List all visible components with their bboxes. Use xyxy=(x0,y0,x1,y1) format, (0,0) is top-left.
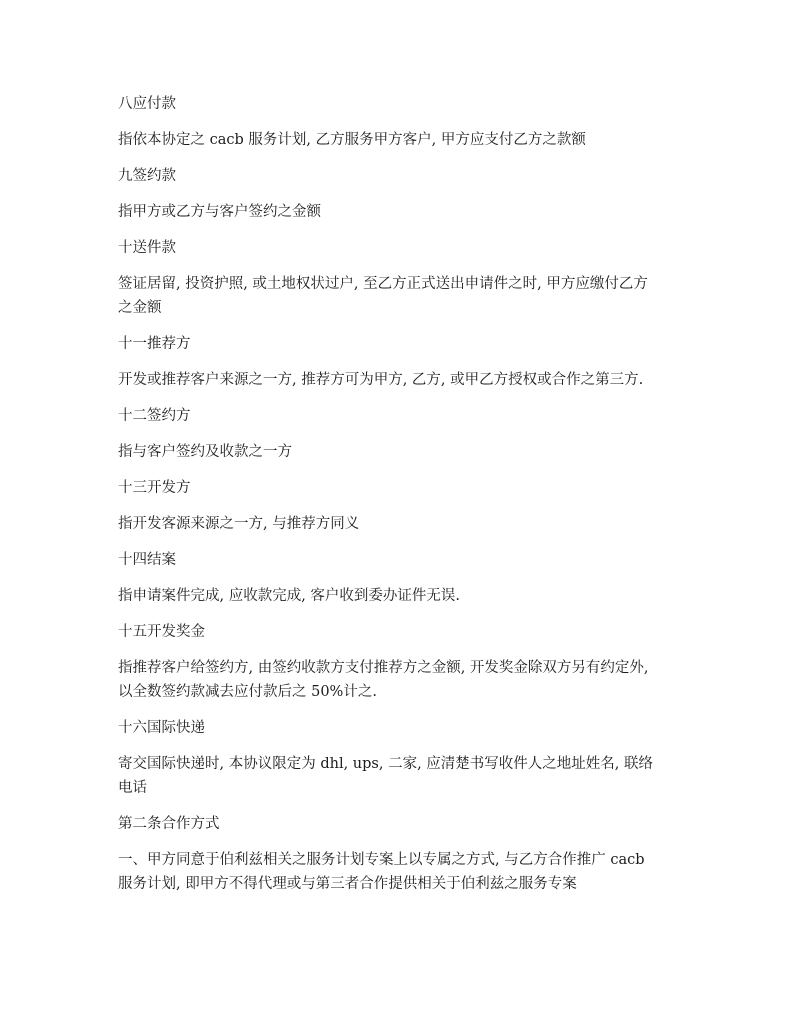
definition-submission-payment: 签证居留, 投资护照, 或土地权状过户, 至乙方正式送出申请件之时, 甲方应缴付乙方 之金额 xyxy=(118,276,648,316)
section-heading-13: 十三开发方 xyxy=(118,480,191,496)
definition-case-closing: 指申请案件完成, 应收款完成, 客户收到委办证件无误. xyxy=(118,588,461,604)
article-2-heading: 第二条合作方式 xyxy=(118,816,220,832)
section-heading-12: 十二签约方 xyxy=(118,408,191,424)
definition-referrer: 开发或推荐客户来源之一方, 推荐方可为甲方, 乙方, 或甲乙方授权或合作之第三方. xyxy=(118,372,644,388)
definition-payable: 指依本协定之 cacb 服务计划, 乙方服务甲方客户, 甲方应支付乙方之款额 xyxy=(118,132,586,148)
cooperation-clause-1: 一、甲方同意于伯利兹相关之服务计划专案上以专属之方式, 与乙方合作推广 cacb 服务计划, 即甲方不得代理或与第三者合作提供相关于伯利兹之服务专案 xyxy=(118,852,645,892)
definition-international-express: 寄交国际快递时, 本协议限定为 dhl, ups, 二家, 应清楚书写收件人之地址姓名, 联络 电话 xyxy=(118,756,654,796)
definition-developer: 指开发客源来源之一方, 与推荐方同义 xyxy=(118,516,360,532)
definition-signing-payment: 指甲方或乙方与客户签约之金额 xyxy=(118,204,321,220)
section-heading-11: 十一推荐方 xyxy=(118,336,191,352)
definition-signing-party: 指与客户签约及收款之一方 xyxy=(118,444,292,460)
section-heading-10: 十送件款 xyxy=(118,240,176,256)
definition-development-bonus: 指推荐客户给签约方, 由签约收款方支付推荐方之金额, 开发奖金除双方另有约定外, 以全数签约款减去应付款后之 50%计之. xyxy=(118,660,649,700)
section-heading-14: 十四结案 xyxy=(118,552,176,568)
section-heading-15: 十五开发奖金 xyxy=(118,624,205,640)
document-page xyxy=(118,92,688,908)
section-heading-9: 九签约款 xyxy=(118,168,176,184)
section-heading-8: 八应付款 xyxy=(118,96,176,112)
section-heading-16: 十六国际快递 xyxy=(118,720,205,736)
